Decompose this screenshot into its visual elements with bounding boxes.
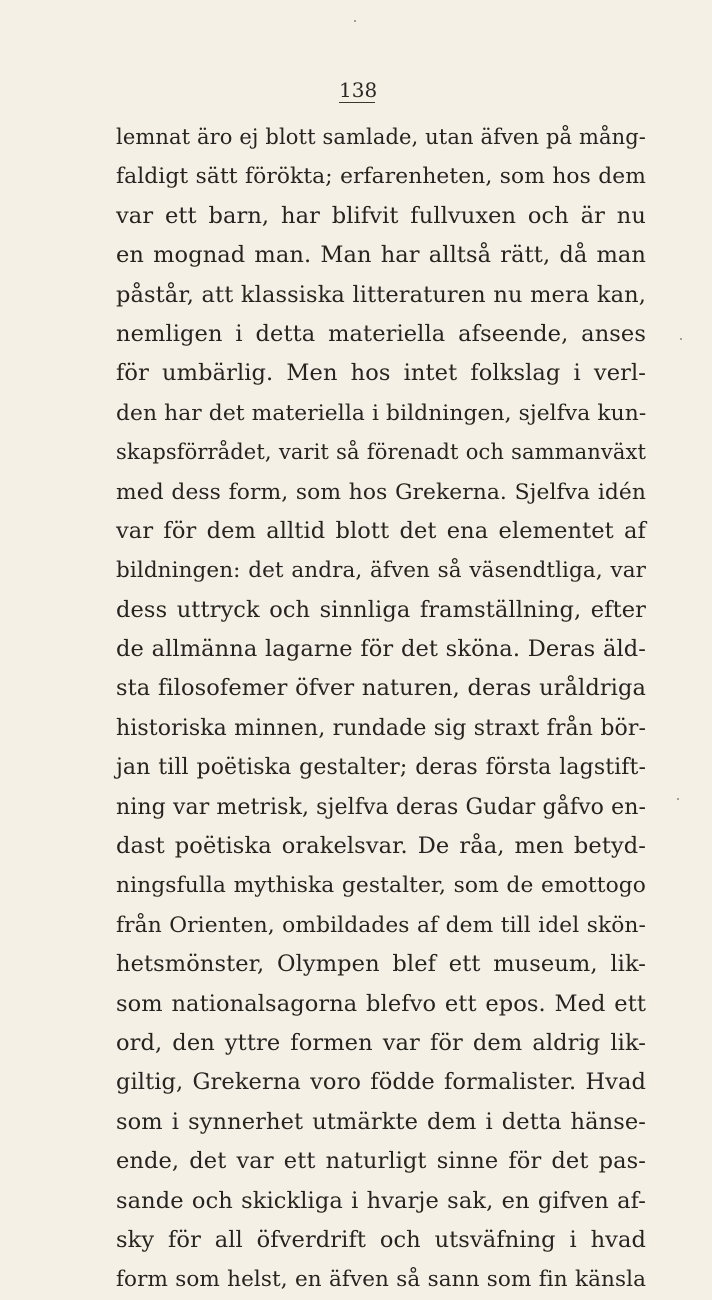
text-line: historiska minnen, rundade sig straxt från bör- xyxy=(116,715,646,741)
text-line: form som helst, en äfven så sann som fin känsla xyxy=(116,1267,646,1293)
text-line: jan till poëtiska gestalter; deras första lagstift- xyxy=(116,755,646,781)
body-text xyxy=(116,118,646,1300)
paper-speck xyxy=(354,20,356,22)
text-line: skapsförrådet, varit så förenadt och sammanväxt xyxy=(116,440,646,465)
text-line: sta filosofemer öfver naturen, deras uråldriga xyxy=(116,675,646,702)
text-line: bildningen: det andra, äfven så väsendtliga, var xyxy=(116,558,646,584)
text-line: som nationalsagorna blefvo ett epos. Med ett xyxy=(116,990,646,1017)
text-line: sande och skickliga i hvarje sak, en gifven af- xyxy=(116,1187,646,1214)
text-line: dast poëtiska orakelsvar. De råa, men betyd- xyxy=(116,833,646,860)
text-line: ord, den yttre formen var för dem aldrig lik- xyxy=(116,1029,646,1056)
text-line: ning var metrisk, sjelfva deras Gudar gåfvo en- xyxy=(116,794,647,820)
text-line: från Orienten, ombildades af dem till idel skön- xyxy=(116,912,646,938)
text-line: som i synnerhet utmärkte dem i detta hänse- xyxy=(116,1108,646,1135)
text-line: ende, det var ett naturligt sinne för det pas- xyxy=(116,1148,646,1175)
text-line: sky för all öfverdrift och utsväfning i hvad xyxy=(116,1226,646,1253)
text-line: de allmänna lagarne för det sköna. Deras äld- xyxy=(116,636,646,663)
text-line: nemligen i detta materiella afseende, anses xyxy=(116,320,646,347)
text-line: dess uttryck och sinnliga framställning, efter xyxy=(116,596,646,623)
paper-speck xyxy=(680,338,682,340)
text-line: ningsfulla mythiska gestalter, som de emottogo xyxy=(116,873,646,899)
text-line: påstår, att klassiska litteraturen nu mera kan, xyxy=(116,281,646,308)
text-line: den har det materiella i bildningen, sjelfva kun- xyxy=(116,400,647,426)
page-number: 138 xyxy=(339,78,378,102)
paper-speck xyxy=(677,798,679,800)
text-line: för umbärlig. Men hos intet folkslag i verl- xyxy=(116,360,646,387)
text-line: faldigt sätt förökta; erfarenheten, som hos dem xyxy=(116,164,646,190)
text-line: var ett barn, har blifvit fullvuxen och är nu xyxy=(116,202,646,229)
text-line: var för dem alltid blott det ena elementet af xyxy=(116,517,646,544)
text-line: lemnat äro ej blott samlade, utan äfven på mång- xyxy=(116,125,646,149)
text-line: giltig, Grekerna voro födde formalister. Hvad xyxy=(116,1069,646,1096)
text-line: en mognad man. Man har alltså rätt, då man xyxy=(116,242,646,269)
text-line: hetsmönster, Olympen blef ett museum, lik- xyxy=(116,951,646,978)
text-line: med dess form, som hos Grekerna. Sjelfva idén xyxy=(116,479,646,505)
